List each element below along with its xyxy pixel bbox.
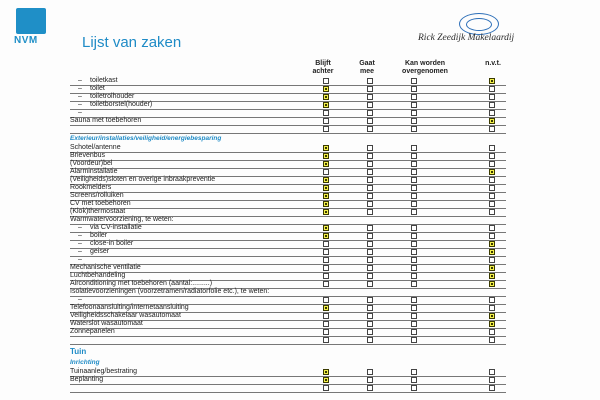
brand-seal-icon [459,13,499,35]
item-label: – geiser [90,247,109,257]
item-label: Waterslot wasautomaat [70,320,143,327]
checkbox[interactable] [411,385,417,391]
item-label: Screens/rolluiken [70,192,124,199]
item-label: – close-in boiler [90,239,133,249]
nvm-logo [14,8,48,48]
item-label: Tuinaanleg/bestrating [70,368,138,375]
item-label: Schotel/antenne [70,144,121,151]
checkbox[interactable] [367,385,373,391]
item-label: – toiletborstel(houder) [90,100,152,110]
item-label: Mechanische ventilatie [70,264,141,271]
item-label: – toiletkast [90,76,118,86]
item-label: Rookmelders [70,184,112,191]
item-label: (Klok)thermostaat [70,208,126,215]
item-label: Alarminstallatie [70,168,118,175]
column-header-kan-worden-overgenomen: Kan worden overgenomen [402,60,448,75]
checkbox[interactable] [323,337,329,343]
page-title: Lijst van zaken [82,34,182,51]
item-label: Warmwatervoorziening, te weten: [70,216,174,223]
section-subheading: Inrichting [70,359,100,366]
item-label: Veiligheidsschakelaar wasautomaat [70,312,181,319]
item-label: Sauna met toebehoren [70,117,142,124]
checkbox[interactable] [323,126,329,132]
list-item [70,335,506,345]
checkbox[interactable] [411,337,417,343]
item-label: – boiler [90,231,107,241]
column-header-gaat-mee: Gaat mee [359,60,375,75]
checkbox[interactable] [323,385,329,391]
item-label: – toilet [90,84,105,94]
item-label: Airconditioning met toebehoren (aantal:.........) [70,280,213,287]
logo-label: NVM [14,35,38,46]
list-item [70,383,506,393]
item-label: Telefoonaansluiting/internetaansluiting [70,304,189,311]
item-label: Isolatievoorzieningen (voorzetramen/radiatorfolie etc.), te weten: [70,288,270,295]
checkbox[interactable] [367,126,373,132]
item-label: – toiletrolhouder [90,92,134,102]
list-item [70,124,506,134]
checkbox[interactable] [411,126,417,132]
checkbox[interactable] [367,337,373,343]
column-header-blijft-achter: Blijft achter [312,60,334,75]
checkbox[interactable] [489,385,495,391]
house-icon [16,8,46,34]
item-label: Luchtbehandeling [70,272,126,279]
item-label: – via CV-installatie [90,223,142,233]
column-header-nvt: n.v.t. [485,60,501,67]
item-label: Zonnepanelen [70,328,115,335]
item-label: CV met toebehoren [70,200,131,207]
item-label: (Voordeur)bel [70,160,113,167]
section-subheading: Exterieur/installaties/veiligheid/energiebesparing [70,135,222,142]
checkbox[interactable] [489,126,495,132]
checkbox[interactable] [489,337,495,343]
item-label: Brievenbus [70,152,106,159]
item-label: (Veiligheids)sloten en overige inbraakpreventie [70,176,216,183]
brand-name: Rick Zeedijk Makelaardij [418,33,515,43]
section-heading: Tuin [70,347,87,356]
item-label: Beplanting [70,376,104,383]
